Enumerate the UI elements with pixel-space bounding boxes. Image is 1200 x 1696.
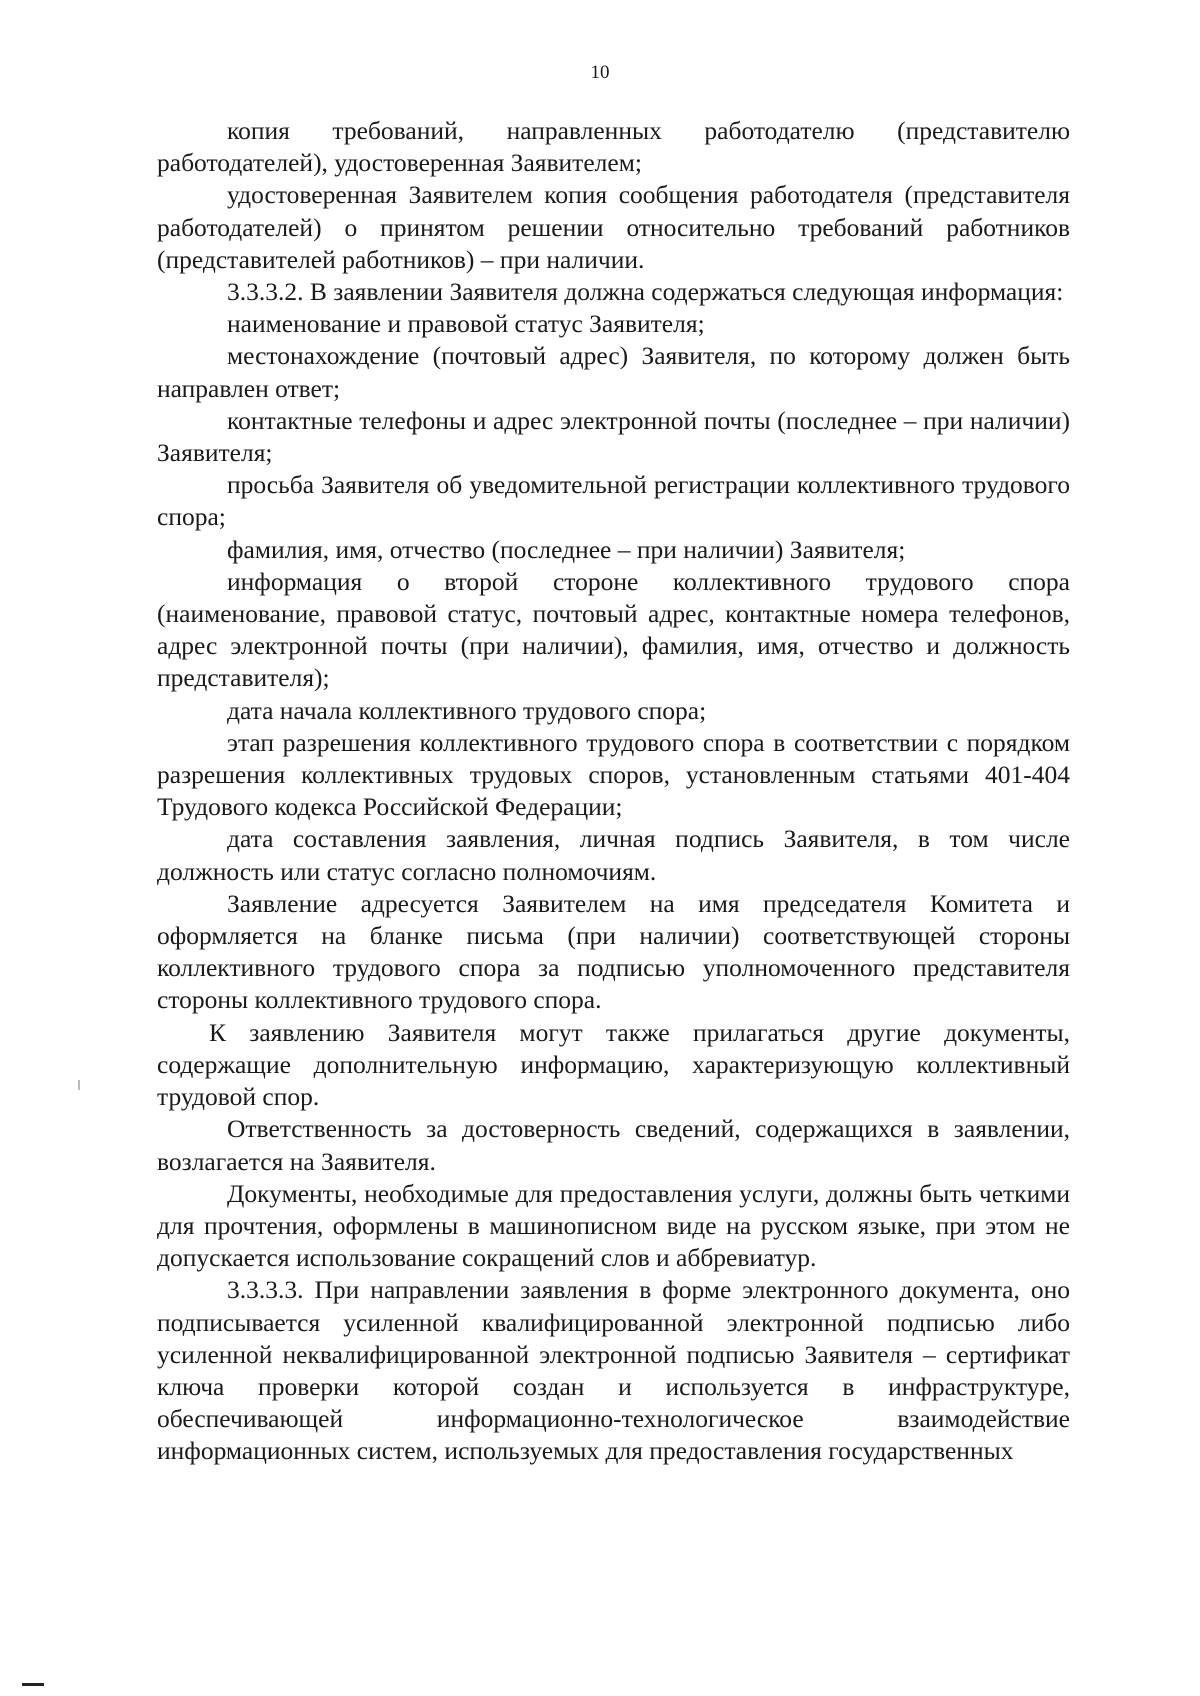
paragraph-full-name: фамилия, имя, отчество (последнее – при наличии) Заявителя; xyxy=(227,534,906,564)
paragraph-employer-message: удостоверенная Заявителем копия сообщения работодателя (представителя работодателей) о принятом решении относительно требований работников (представителей работников) – при наличии. xyxy=(157,180,1070,274)
paragraph-contacts: контактные телефоны и адрес электронной почты (последнее – при наличии) Заявителя; xyxy=(157,405,1070,468)
scan-margin-mark xyxy=(78,1080,80,1090)
paragraph-location: местонахождение (почтовый адрес) Заявителя, по которому должен быть направлен ответ; xyxy=(157,341,1070,403)
paragraph-registration-request: просьба Заявителя об уведомительной регистрации коллективного трудового спора; xyxy=(157,470,1070,532)
paragraph-name-and-status: наименование и правовой статус Заявителя; xyxy=(227,309,705,339)
paragraph-resolution-stage: этап разрешения коллективного трудового спора в соответствии с порядком разрешения коллективных трудовых споров, установленным статьями 401-404 Трудового кодекса Российской Федерации; xyxy=(157,727,1070,822)
paragraph-date-and-signature: дата составления заявления, личная подпись Заявителя, в том числе должность или статус согласно полномочиям. xyxy=(157,824,1070,886)
paragraph-dispute-start-date: дата начала коллективного трудового спора; xyxy=(227,695,707,725)
paragraph-addressing: Заявление адресуется Заявителем на имя председателя Комитета и оформляется на бланке письма (при наличии) соответствующей стороны коллективного трудового спора за подписью уполномоченного представителя стороны коллективного трудового спора. xyxy=(157,888,1070,1015)
document-body xyxy=(157,115,1070,1468)
scan-corner-mark xyxy=(22,1683,44,1686)
page-number: 10 xyxy=(590,62,610,83)
paragraph-copy-of-demands: копия требований, направленных работодателю (представителю работодателей), удостоверенная Заявителем; xyxy=(157,116,1070,178)
paragraph-responsibility: Ответственность за достоверность сведений, содержащихся в заявлении, возлагается на Заявителя. xyxy=(157,1114,1070,1176)
paragraph-document-requirements: Документы, необходимые для предоставления услуги, должны быть четкими для прочтения, оформлены в машинописном виде на русском языке, при этом не допускается использование сокращений слов и аббревиатур. xyxy=(157,1178,1070,1273)
paragraph-section-3-3-3-2: 3.3.3.2. В заявлении Заявителя должна содержаться следующая информация: xyxy=(227,277,1064,307)
paragraph-attachments: К заявлению Заявителя могут также прилагаться другие документы, содержащие дополнительную информацию, характеризующую коллективный трудовой спор. xyxy=(157,1017,1070,1112)
paragraph-second-party-info: информация о второй стороне коллективного трудового спора (наименование, правовой статус, почтовый адрес, контактные номера телефонов, адрес электронной почты (при наличии), фамилия, имя, отчество и должность представителя); xyxy=(157,566,1070,693)
paragraph-section-3-3-3-3: 3.3.3.3. При направлении заявления в форме электронного документа, оно подписывается усиленной квалифицированной электронной подписью либо усиленной неквалифицированной электронной подписью Заявителя – сертификат ключа проверки которой создан и используется в инфраструктуре, обеспечивающей информационно-технологическое взаимодействие информационных систем, используемых для предоставления государственных xyxy=(157,1275,1070,1466)
